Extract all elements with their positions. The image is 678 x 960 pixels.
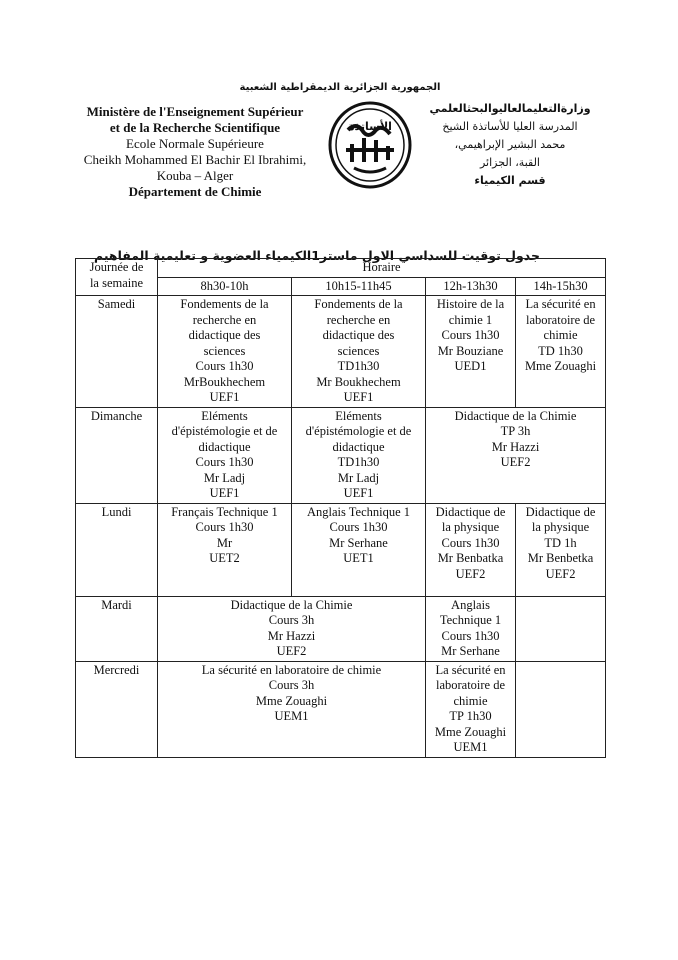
cell-line: Mme Zouaghi <box>434 724 507 739</box>
course-cell <box>426 596 516 661</box>
course-cell <box>158 407 292 503</box>
day-column-header <box>76 259 158 296</box>
cell-line: la physique <box>531 520 590 534</box>
cell-line: didactique des <box>188 328 261 342</box>
republic-title-arabic: الجمهورية الجزائرية الديمقراطية الشعبية <box>239 82 441 93</box>
cell-line: Didactique de <box>435 504 506 519</box>
table-row <box>76 296 606 408</box>
cell-line: laboratoire de <box>525 312 596 327</box>
cell-line: chimie <box>543 328 578 342</box>
cell-line: Cours 1h30 <box>195 455 254 469</box>
cell-line: la semaine <box>89 275 144 290</box>
horaire-header: Horaire <box>158 259 606 278</box>
empty-cell <box>516 596 606 661</box>
cell-line: TP 1h30 <box>449 709 492 723</box>
course-cell <box>292 407 426 503</box>
cell-line: Journée de <box>89 260 144 274</box>
cell-line: TD 1h30 <box>538 343 583 358</box>
course-cell <box>158 596 426 661</box>
cell-line: chimie <box>453 693 488 708</box>
cell-line: Cours 1h30 <box>195 520 254 534</box>
cell-line: UEM1 <box>453 740 488 754</box>
header-line: المدرسة العليا للأساتذة الشيخ <box>442 120 578 133</box>
header-line: محمد البشير الإبراهيمي، <box>454 138 566 151</box>
course-cell <box>158 296 292 408</box>
table-row <box>76 407 606 503</box>
day-cell: Mercredi <box>76 661 158 757</box>
course-cell <box>426 296 516 408</box>
cell-line: d'épistémologie et de <box>305 424 412 438</box>
cell-line: Cours 1h30 <box>195 359 254 373</box>
cell-line: UEF1 <box>209 486 240 500</box>
cell-line: UED1 <box>454 359 487 373</box>
header-line: et de la Recherche Scientifique <box>109 120 281 135</box>
header-line: قسم الكيمياء <box>474 174 546 187</box>
cell-line: Cours 3h <box>268 678 315 692</box>
table-row <box>76 596 606 661</box>
cell-line: didactique <box>198 439 251 454</box>
cell-line: Cours 1h30 <box>441 535 500 550</box>
cell-line: Histoire de la <box>436 297 505 311</box>
cell-line: Mr Hazzi <box>491 439 540 454</box>
cell-line: TP 3h <box>500 424 531 438</box>
cell-line: Mr Ladj <box>203 470 246 485</box>
empty-cell <box>516 661 606 757</box>
time-slot-4: 14h-15h30 <box>516 277 606 296</box>
cell-line: Mr Boukhechem <box>316 374 401 389</box>
cell-line: Didactique de <box>525 504 596 519</box>
time-slot-3: 12h-13h30 <box>426 277 516 296</box>
institution-header-arabic <box>420 100 600 190</box>
cell-line: Eléments <box>335 408 382 423</box>
header-line: Cheikh Mohammed El Bachir El Ibrahimi, <box>83 152 307 167</box>
course-cell <box>158 661 426 757</box>
course-cell <box>426 661 516 757</box>
cell-line: UEF2 <box>500 455 531 469</box>
cell-line: chimie 1 <box>448 312 493 327</box>
cell-line: MrBoukhechem <box>183 374 266 389</box>
cell-line: Fondements de la <box>314 297 403 311</box>
cell-line: Mme Zouaghi <box>255 693 328 708</box>
table-header-row <box>76 259 606 278</box>
header-line: Ministère de l'Enseignement Supérieur <box>86 104 304 119</box>
course-cell <box>158 503 292 596</box>
header-line: Kouba – Alger <box>156 168 234 183</box>
cell-line: didactique des <box>322 328 395 342</box>
cell-line: Didactique de la Chimie <box>454 408 577 423</box>
course-cell <box>516 503 606 596</box>
cell-line: Mr Benbetka <box>527 551 594 565</box>
cell-line: Mr Serhane <box>329 535 388 550</box>
cell-line: UEF1 <box>343 390 374 404</box>
cell-line: Cours 1h30 <box>441 328 500 342</box>
course-cell <box>516 296 606 408</box>
header-line: القبة، الجزائر <box>479 156 540 169</box>
cell-line: TD1h30 <box>337 359 380 373</box>
cell-line: Anglais Technique 1 <box>306 504 411 519</box>
header-line: وزارةالتعليمالعاليوالبحثالعلمي <box>429 102 591 115</box>
day-cell: Dimanche <box>76 407 158 503</box>
header-line: Ecole Normale Supérieure <box>126 136 264 151</box>
cell-line: La sécurité en <box>435 662 506 677</box>
course-cell <box>292 296 426 408</box>
time-slot-1: 8h30-10h <box>158 277 292 296</box>
cell-line: UEF2 <box>455 566 486 581</box>
cell-line: UEF2 <box>276 644 307 658</box>
cell-line: Fondements de la <box>180 297 269 311</box>
day-cell: Lundi <box>76 503 158 596</box>
cell-line: la physique <box>441 520 500 534</box>
cell-line: Cours 1h30 <box>441 628 500 643</box>
cell-line: Mr Hazzi <box>267 628 316 643</box>
cell-line: Didactique de la Chimie <box>230 597 353 612</box>
cell-line: laboratoire de <box>435 678 506 692</box>
cell-line: Mr Ladj <box>337 470 380 485</box>
cell-line: didactique <box>332 439 385 454</box>
cell-line: recherche en <box>192 312 257 327</box>
cell-line: sciences <box>337 343 380 358</box>
time-slot-2: 10h15-11h45 <box>292 277 426 296</box>
institution-header-french <box>60 104 330 200</box>
cell-line: UEF2 <box>545 566 576 581</box>
cell-line: UET2 <box>209 551 240 565</box>
cell-line: Mme Zouaghi <box>524 359 597 373</box>
table-row <box>76 503 606 596</box>
cell-line: Anglais <box>451 597 490 612</box>
course-cell <box>426 407 606 503</box>
school-seal-logo-icon <box>326 100 414 190</box>
cell-line: Technique 1 <box>439 613 502 627</box>
cell-line: UEF1 <box>343 486 374 500</box>
header-line: Département de Chimie <box>128 184 262 199</box>
cell-line: Mr <box>216 535 233 550</box>
cell-line: TD 1h <box>544 535 577 550</box>
cell-line: Mr Benbatka <box>437 551 504 565</box>
cell-line: Cours 1h30 <box>329 520 388 534</box>
course-cell <box>292 503 426 596</box>
cell-line: La sécurité en laboratoire de chimie <box>201 662 382 677</box>
schedule-title: جدول توقيت للسداسي الاول ماستر1الكيمياء العضوية و تعليمية المفاهيم <box>94 248 540 263</box>
cell-line: Cours 3h <box>268 613 315 627</box>
cell-line: La sécurité en <box>525 297 596 311</box>
table-row <box>76 661 606 757</box>
cell-line: Mr Serhane <box>441 644 500 658</box>
logo-text: الأساتذة <box>348 120 392 133</box>
cell-line: Eléments <box>201 408 248 423</box>
cell-line: UEM1 <box>274 709 309 723</box>
cell-line: TD1h30 <box>337 455 380 469</box>
course-cell <box>426 503 516 596</box>
cell-line: d'épistémologie et de <box>171 424 278 438</box>
cell-line: UEF1 <box>209 390 240 404</box>
day-cell: Mardi <box>76 596 158 661</box>
cell-line: UET1 <box>343 551 374 565</box>
schedule-table <box>75 258 606 758</box>
cell-line: Français Technique 1 <box>171 504 278 519</box>
day-cell: Samedi <box>76 296 158 408</box>
cell-line: recherche en <box>326 312 391 327</box>
cell-line: sciences <box>203 343 246 358</box>
cell-line: Mr Bouziane <box>437 343 504 358</box>
